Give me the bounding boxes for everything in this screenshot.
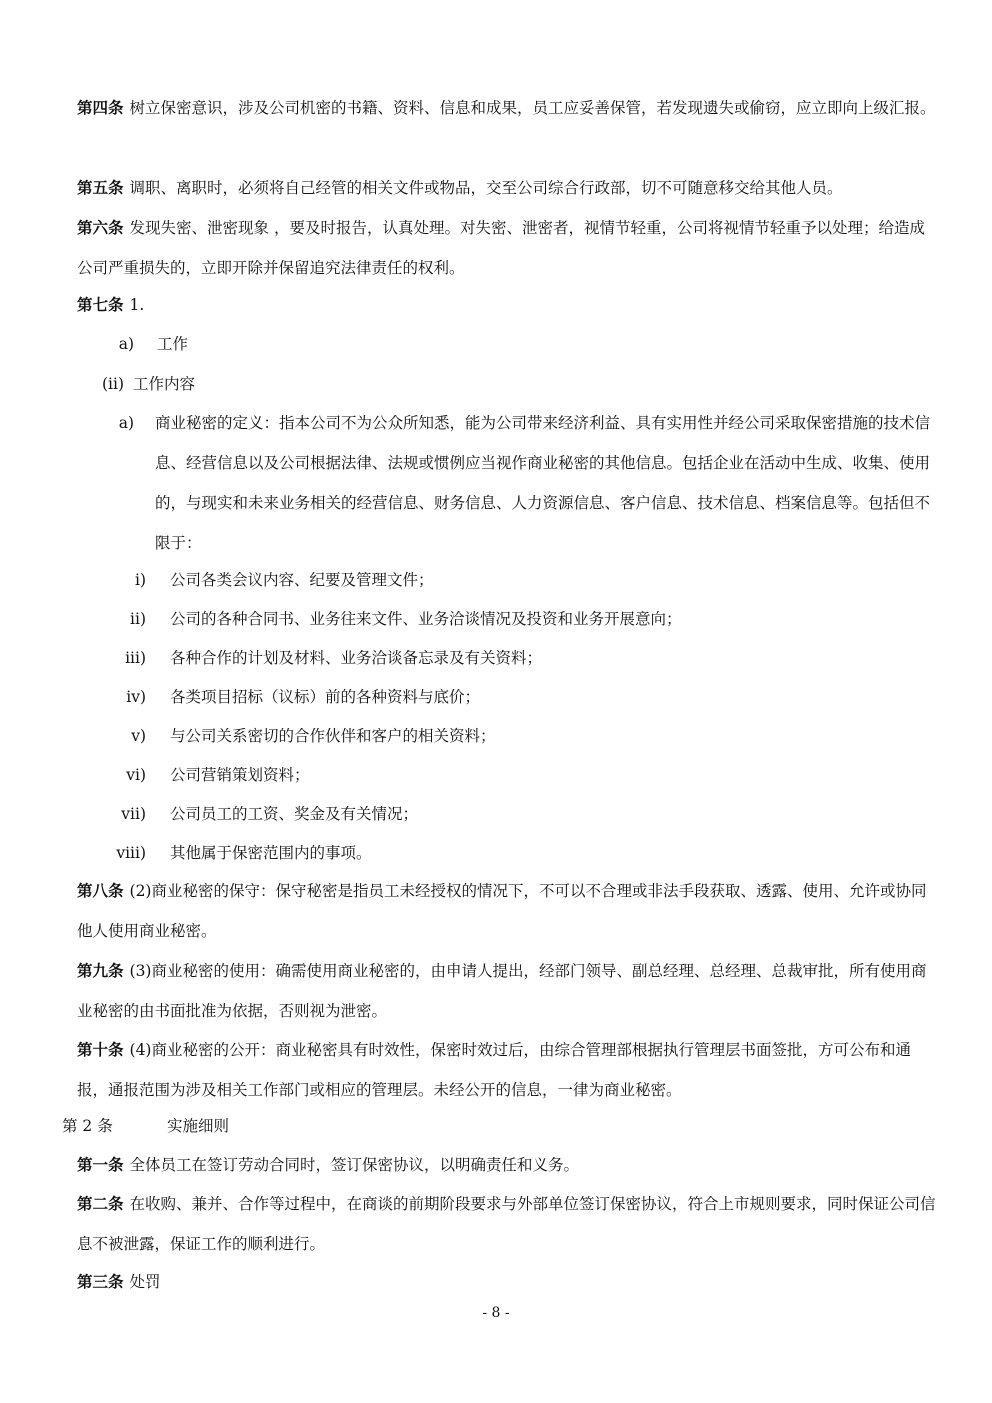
article-text: (3)商业秘密的使用：确需使用商业秘密的，由申请人提出，经部门领导、副总经理、总经理、总裁审批，所有使用商业秘密的由书面批准为依据，否则视为泄密。 (77, 962, 927, 1020)
list-text: 各类项目招标（议标）前的各种资料与底价； (170, 688, 481, 706)
list-marker: ii) (130, 610, 146, 628)
list-marker: i) (134, 571, 146, 589)
list-marker: iii) (125, 649, 146, 667)
list-marker: v) (131, 727, 146, 745)
list-text: 工作 (157, 335, 189, 353)
list-text: 工作内容 (133, 375, 196, 393)
list-marker: vii) (121, 805, 146, 823)
list-marker: a) (118, 414, 134, 432)
article-text: 调职、离职时，必须将自己经管的相关文件或物品，交至公司综合行政部，切不可随意移交给其他人员。 (129, 179, 843, 197)
article-5 (77, 168, 937, 208)
article-label: 第三条 (77, 1272, 124, 1291)
article-8 (77, 871, 937, 951)
list-text: 其他属于保密范围内的事项。 (170, 844, 372, 862)
article-label: 第八条 (77, 881, 124, 900)
article-text: 在收购、兼并、合作等过程中，在商谈的前期阶段要求与外部单位签订保密协议，符合上市规则要求，同时保证公司信息不被泄露，保证工作的顺利进行。 (77, 1195, 936, 1253)
section-number: 第 2 条 (62, 1117, 113, 1135)
list-marker: iv) (126, 688, 146, 706)
article-label: 第十条 (77, 1040, 124, 1059)
article-4 (77, 88, 937, 128)
article-label: 第七条 (77, 295, 124, 314)
article-text: 树立保密意识，涉及公司机密的书籍、资料、信息和成果，员工应妥善保管，若发现遗失或偷窃，应立即向上级汇报。 (129, 99, 936, 117)
list-marker: a) (118, 335, 134, 353)
article-label: 第九条 (77, 961, 124, 980)
list-text: 公司各类会议内容、纪要及管理文件； (170, 571, 434, 589)
article-text: (4)商业秘密的公开：商业秘密具有时效性，保密时效过后，由综合管理部根据执行管理层书面签批，方可公布和通报，通报范围为涉及相关工作部门或相应的管理层。未经公开的信息，一律为商业秘密。 (77, 1041, 911, 1099)
implementation-article-3 (77, 1270, 161, 1294)
page-number: - 8 - (482, 1305, 510, 1321)
article-6 (77, 208, 937, 288)
section-title: 实施细则 (167, 1117, 230, 1135)
definition-text: 商业秘密的定义：指本公司不为公众所知悉，能为公司带来经济利益、具有实用性并经公司采取保密措施的技术信息、经营信息以及公司根据法律、法规或惯例应当视作商业秘密的其他信息。包括企业在活动中生成、收集、使用的，与现实和未来业务相关的经营信息、财务信息、人力资源信息、客户信息、技术信息、档案信息等。包括但不限于： (155, 414, 931, 552)
article-7 (77, 293, 144, 317)
article-label: 第六条 (77, 218, 124, 237)
list-text: 公司的各种合同书、业务往来文件、业务洽谈情况及投资和业务开展意向； (170, 610, 682, 628)
article-text: 1. (129, 296, 145, 314)
article-label: 第二条 (77, 1194, 124, 1213)
article-text: 处罚 (129, 1273, 161, 1291)
article-label: 第四条 (77, 98, 124, 117)
list-text: 公司员工的工资、奖金及有关情况； (170, 805, 419, 823)
article-9 (77, 951, 937, 1031)
list-marker: viii) (116, 844, 146, 862)
list-text: 各种合作的计划及材料、业务洽谈备忘录及有关资料； (170, 649, 543, 667)
article-text: 发现失密、泄密现象 ，要及时报告，认真处理。对失密、泄密者，视情节轻重，公司将视情节轻重予以处理；给造成公司严重损失的，立即开除并保留追究法律责任的权利。 (77, 219, 925, 277)
list-marker: vi) (126, 766, 146, 784)
implementation-article-2 (77, 1184, 937, 1264)
list-marker: (ii) (101, 375, 124, 393)
list-text: 与公司关系密切的合作伙伴和客户的相关资料； (170, 727, 496, 745)
article-label: 第五条 (77, 178, 124, 197)
article-text: 全体员工在签订劳动合同时，签订保密协议，以明确责任和义务。 (129, 1156, 580, 1174)
article-10 (77, 1030, 937, 1110)
list-text: 公司营销策划资料； (170, 766, 310, 784)
implementation-article-1 (77, 1153, 579, 1177)
article-text: (2)商业秘密的保守：保守秘密是指员工未经授权的情况下，不可以不合理或非法手段获取、透露、使用、允许或协同他人使用商业秘密。 (77, 882, 927, 940)
article-label: 第一条 (77, 1155, 124, 1174)
